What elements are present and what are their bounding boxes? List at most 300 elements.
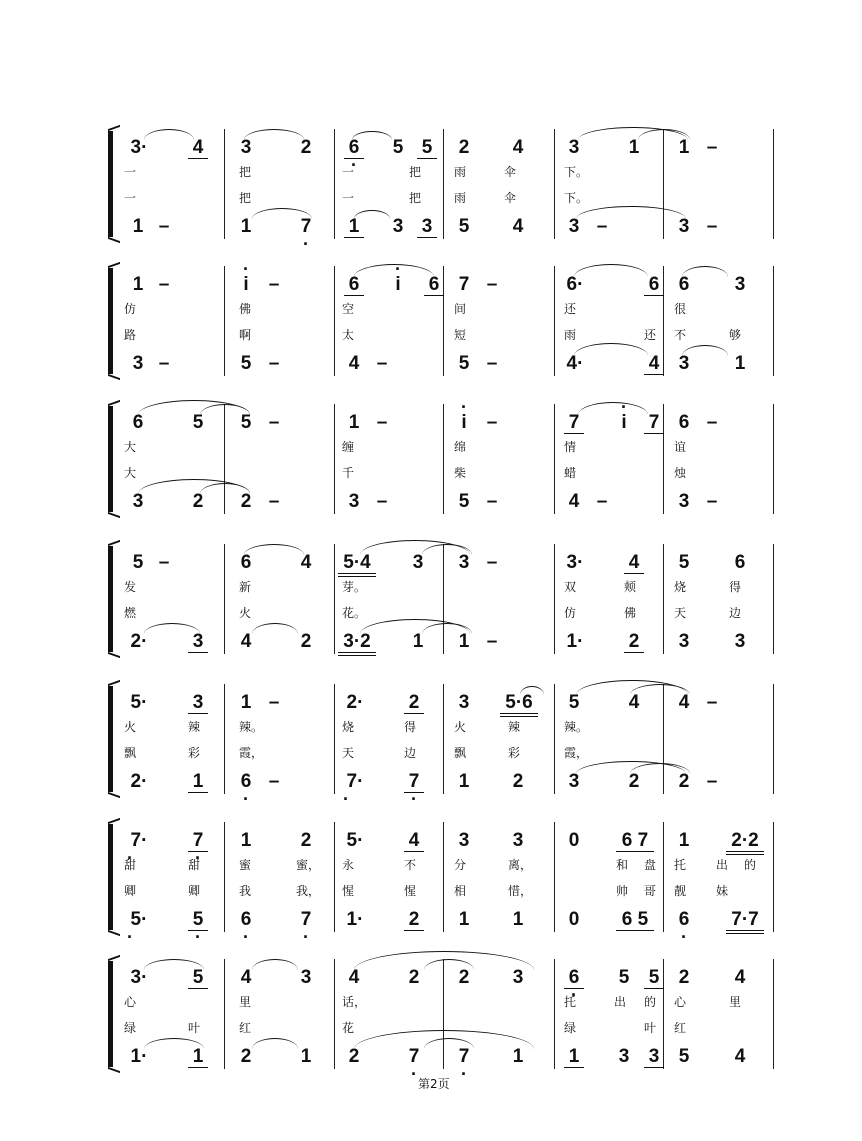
slur-arc bbox=[576, 206, 686, 219]
bottom-note: – bbox=[376, 353, 388, 374]
top-note: 3 bbox=[458, 692, 470, 713]
lyric-syllable: 把 bbox=[409, 165, 422, 179]
bottom-note: 7 · bbox=[296, 910, 316, 930]
top-note: 0 bbox=[568, 830, 580, 851]
top-note: 7 bbox=[458, 274, 470, 295]
barline bbox=[224, 822, 225, 932]
bottom-note: 6 5 bbox=[616, 910, 654, 931]
top-note: 3 bbox=[568, 137, 580, 158]
barline bbox=[554, 129, 555, 239]
barline bbox=[224, 959, 225, 1069]
top-note: 1 bbox=[678, 137, 690, 158]
top-note: – bbox=[706, 137, 718, 158]
lyric-syllable: 霞， bbox=[239, 746, 264, 760]
bottom-note: 2 bbox=[512, 771, 524, 792]
bottom-note: 7 · bbox=[404, 772, 424, 793]
top-note: 3 bbox=[512, 967, 524, 988]
lyric-syllable: 下。 bbox=[564, 191, 589, 205]
lyric-syllable: 雨 bbox=[454, 191, 467, 205]
top-note: 6 bbox=[344, 275, 364, 296]
slur-arc bbox=[520, 686, 544, 695]
lyric-syllable: 一 bbox=[342, 165, 355, 179]
bottom-note: 3 bbox=[132, 353, 144, 374]
lyric-syllable: 出 bbox=[716, 858, 729, 872]
lyric-syllable: 下。 bbox=[564, 165, 589, 179]
barline bbox=[554, 684, 555, 794]
lyric-syllable: 烧 bbox=[674, 580, 687, 594]
top-note: 5 bbox=[618, 967, 630, 988]
lyric-syllable: 不 bbox=[404, 858, 417, 872]
lyric-syllable: 飘 bbox=[124, 746, 137, 760]
lyric-syllable: 惺 bbox=[404, 884, 417, 898]
barline bbox=[443, 404, 444, 514]
system-bracket bbox=[108, 546, 113, 652]
lyric-syllable: 叶 bbox=[188, 1021, 201, 1035]
bottom-note: 3 bbox=[188, 632, 208, 653]
lyric-syllable: 彩 bbox=[508, 746, 521, 760]
top-note: 1 bbox=[678, 830, 690, 851]
lyric-syllable: 得 bbox=[404, 720, 417, 734]
slur-arc bbox=[252, 208, 312, 219]
lyric-syllable: 蜡 bbox=[564, 466, 577, 480]
bottom-note: 1 bbox=[188, 1047, 208, 1068]
bottom-note: – bbox=[596, 491, 608, 512]
lyric-syllable: 卿 bbox=[124, 884, 137, 898]
top-note: 4 bbox=[348, 967, 360, 988]
top-note: 6 bbox=[734, 552, 746, 573]
lyric-syllable: 惺 bbox=[342, 884, 355, 898]
slur-arc bbox=[352, 131, 392, 140]
top-note: 2 bbox=[300, 830, 312, 851]
lyric-syllable: 火 bbox=[124, 720, 137, 734]
bottom-note: 1 bbox=[132, 216, 144, 237]
slur-arc bbox=[682, 345, 728, 356]
bottom-note: 3 bbox=[678, 491, 690, 512]
lyric-syllable: 发 bbox=[124, 580, 137, 594]
top-note: – bbox=[486, 412, 498, 433]
lyric-syllable: 辣 bbox=[188, 720, 201, 734]
barline bbox=[443, 822, 444, 932]
barline bbox=[334, 544, 335, 654]
top-note: 4 bbox=[300, 552, 312, 573]
bottom-note: 2 bbox=[624, 632, 644, 653]
top-note: 2 bbox=[300, 137, 312, 158]
lyric-syllable: 一 bbox=[342, 191, 355, 205]
barline bbox=[224, 544, 225, 654]
lyric-syllable: 大 bbox=[124, 466, 137, 480]
bottom-note: – bbox=[158, 353, 170, 374]
bottom-note: 7 · bbox=[454, 1047, 474, 1067]
lyric-syllable: 把 bbox=[239, 165, 252, 179]
barline bbox=[663, 544, 664, 654]
barline bbox=[443, 959, 444, 1069]
bottom-note: 4 bbox=[644, 354, 664, 375]
top-note: 3· bbox=[130, 137, 148, 158]
barline bbox=[554, 959, 555, 1069]
lyric-syllable: 千 bbox=[342, 466, 355, 480]
top-note: 5· bbox=[346, 830, 364, 851]
top-note: 5 bbox=[417, 138, 437, 159]
top-note: 5· bbox=[130, 692, 148, 713]
lyric-syllable: 辣 bbox=[508, 720, 521, 734]
bottom-note: 7 · bbox=[404, 1047, 424, 1067]
top-note: 3· bbox=[130, 967, 148, 988]
slur-arc bbox=[682, 266, 728, 277]
score-system bbox=[104, 818, 784, 936]
lyric-syllable: 间 bbox=[454, 302, 467, 316]
top-note: 6 · bbox=[344, 138, 364, 159]
top-note: 7· · bbox=[120, 831, 158, 851]
lyric-syllable: 一 bbox=[124, 165, 137, 179]
top-note: – bbox=[486, 274, 498, 295]
bottom-note: 2 bbox=[628, 771, 640, 792]
slur-arc bbox=[252, 1038, 298, 1049]
bottom-note: 4 bbox=[568, 491, 580, 512]
bottom-note: 5 bbox=[240, 353, 252, 374]
bottom-note: 2 bbox=[348, 1046, 360, 1067]
lyric-syllable: 帅 bbox=[616, 884, 629, 898]
barline bbox=[554, 544, 555, 654]
bottom-note: – bbox=[706, 216, 718, 237]
bottom-note: 2 bbox=[192, 491, 204, 512]
bottom-note: – bbox=[268, 491, 280, 512]
lyric-syllable: 柴 bbox=[454, 466, 467, 480]
bottom-note: 1 bbox=[512, 1046, 524, 1067]
bottom-note: 1· bbox=[346, 909, 364, 930]
slur-arc bbox=[144, 959, 204, 970]
bottom-note: 1 bbox=[512, 909, 524, 930]
lyric-syllable: 花。 bbox=[342, 606, 367, 620]
top-note: 5 bbox=[240, 412, 252, 433]
top-note: – bbox=[706, 692, 718, 713]
lyric-syllable: 啊 bbox=[239, 328, 252, 342]
barline bbox=[554, 404, 555, 514]
bottom-note: 0 bbox=[568, 909, 580, 930]
lyric-syllable: 不 bbox=[674, 328, 687, 342]
top-note: 4 bbox=[734, 967, 746, 988]
lyric-syllable: 颊 bbox=[624, 580, 637, 594]
top-note: 6 bbox=[240, 552, 252, 573]
lyric-syllable: 绵 bbox=[454, 440, 467, 454]
lyric-syllable: 红 bbox=[239, 1021, 252, 1035]
top-note: 4 bbox=[624, 553, 644, 574]
system-bracket bbox=[108, 961, 113, 1067]
barline bbox=[334, 266, 335, 376]
score-system bbox=[104, 955, 784, 1073]
system-bracket bbox=[108, 131, 113, 237]
bottom-note: 2 bbox=[404, 910, 424, 931]
bottom-note: 1 bbox=[344, 217, 364, 238]
lyric-syllable: 里 bbox=[729, 995, 742, 1009]
top-note: 2· bbox=[346, 692, 364, 713]
bottom-note: 1 bbox=[188, 772, 208, 793]
bottom-note: – bbox=[376, 491, 388, 512]
lyric-syllable: 情 bbox=[564, 440, 577, 454]
bottom-note: 1 bbox=[240, 216, 252, 237]
top-note: 3 bbox=[240, 137, 252, 158]
bottom-note: 5 bbox=[458, 491, 470, 512]
bottom-note: 1· bbox=[566, 631, 584, 652]
barline bbox=[773, 129, 774, 239]
slur-arc bbox=[354, 210, 390, 219]
score-system bbox=[104, 680, 784, 798]
bottom-note: 3·2 bbox=[338, 632, 376, 656]
bottom-note: 6 · bbox=[674, 910, 694, 930]
bottom-note: – bbox=[596, 216, 608, 237]
top-note: – bbox=[158, 552, 170, 573]
top-note: 3· bbox=[566, 552, 584, 573]
lyric-syllable: 谊 bbox=[674, 440, 687, 454]
bottom-note: 2 bbox=[240, 1046, 252, 1067]
lyric-syllable: 烧 bbox=[342, 720, 355, 734]
lyric-syllable: 心 bbox=[674, 995, 687, 1009]
barline bbox=[224, 266, 225, 376]
top-note: – bbox=[268, 412, 280, 433]
lyric-syllable: 里 bbox=[239, 995, 252, 1009]
bottom-note: 1· bbox=[130, 1046, 148, 1067]
bottom-note: – bbox=[706, 771, 718, 792]
top-note: 7 · bbox=[188, 831, 208, 852]
score-system bbox=[104, 125, 784, 243]
slur-arc bbox=[144, 623, 200, 634]
lyric-syllable: 哥 bbox=[644, 884, 657, 898]
slur-arc bbox=[574, 264, 648, 277]
lyric-syllable: 还 bbox=[644, 328, 657, 342]
top-note: 6· bbox=[566, 274, 584, 295]
lyric-syllable: 天 bbox=[342, 746, 355, 760]
barline bbox=[663, 822, 664, 932]
top-note: – bbox=[486, 552, 498, 573]
barline bbox=[773, 544, 774, 654]
lyric-syllable: 托 bbox=[564, 995, 577, 1009]
lyric-syllable: 和 bbox=[616, 858, 629, 872]
slur-arc bbox=[578, 402, 648, 415]
lyric-syllable: 燃 bbox=[124, 606, 137, 620]
barline bbox=[773, 266, 774, 376]
barline bbox=[443, 544, 444, 654]
bottom-note: 5 bbox=[458, 353, 470, 374]
bottom-note: 2 bbox=[240, 491, 252, 512]
top-note: 4 bbox=[512, 137, 524, 158]
lyric-syllable: 双 bbox=[564, 580, 577, 594]
lyric-syllable: 相 bbox=[454, 884, 467, 898]
slur-arc bbox=[252, 959, 298, 970]
bottom-note: 4 bbox=[240, 631, 252, 652]
barline bbox=[554, 266, 555, 376]
top-note: 6 bbox=[132, 412, 144, 433]
top-note: 2 bbox=[458, 967, 470, 988]
slur-arc bbox=[244, 129, 304, 140]
barline bbox=[224, 129, 225, 239]
barline bbox=[554, 822, 555, 932]
lyric-syllable: 很 bbox=[674, 302, 687, 316]
lyric-syllable: 盘 bbox=[644, 858, 657, 872]
lyric-syllable: 惜， bbox=[508, 884, 533, 898]
bottom-note: 6 · bbox=[236, 772, 256, 792]
slur-arc bbox=[252, 623, 298, 634]
bottom-note: 3 bbox=[644, 1047, 664, 1068]
top-note: 1 bbox=[240, 692, 252, 713]
top-note: 5 bbox=[644, 968, 664, 989]
bottom-note: – bbox=[486, 631, 498, 652]
bottom-note: – bbox=[486, 353, 498, 374]
barline bbox=[334, 822, 335, 932]
lyric-syllable: 太 bbox=[342, 328, 355, 342]
top-note: 3 bbox=[734, 274, 746, 295]
bottom-note: 7·7 bbox=[726, 910, 764, 934]
lyric-syllable: 把 bbox=[409, 191, 422, 205]
top-note: 5 bbox=[132, 552, 144, 573]
top-note: · i bbox=[388, 275, 408, 295]
barline bbox=[663, 129, 664, 239]
lyric-syllable: 叶 bbox=[644, 1021, 657, 1035]
bottom-note: 5· · bbox=[120, 910, 158, 930]
top-note: 6 · bbox=[564, 968, 584, 989]
bottom-note: – bbox=[706, 491, 718, 512]
lyric-syllable: 大 bbox=[124, 440, 137, 454]
top-note: 5·4 bbox=[338, 553, 376, 577]
top-note: 3 bbox=[458, 830, 470, 851]
lyric-syllable: 得 bbox=[729, 580, 742, 594]
top-note: 3 bbox=[300, 967, 312, 988]
top-note: 6 bbox=[678, 412, 690, 433]
lyric-syllable: 妹 bbox=[716, 884, 729, 898]
barline bbox=[773, 959, 774, 1069]
top-note: 7 bbox=[644, 413, 664, 434]
lyric-syllable: 芽。 bbox=[342, 580, 367, 594]
bottom-note: 5 bbox=[458, 216, 470, 237]
top-note: · i bbox=[614, 413, 634, 433]
lyric-syllable: 佛 bbox=[624, 606, 637, 620]
lyric-syllable: 伞 bbox=[504, 191, 517, 205]
bottom-note: 1 bbox=[458, 771, 470, 792]
lyric-syllable: 烛 bbox=[674, 466, 687, 480]
barline bbox=[334, 684, 335, 794]
top-note: 7 bbox=[564, 413, 584, 434]
top-note: 6 bbox=[424, 275, 444, 296]
lyric-syllable: 新 bbox=[239, 580, 252, 594]
top-note: 5 bbox=[678, 552, 690, 573]
bottom-note: 4 bbox=[348, 353, 360, 374]
system-bracket bbox=[108, 686, 113, 792]
top-note: 3 bbox=[458, 552, 470, 573]
score-system bbox=[104, 262, 784, 380]
lyric-syllable: 一 bbox=[124, 191, 137, 205]
bottom-note: 1 bbox=[300, 1046, 312, 1067]
lyric-syllable: 我， bbox=[296, 884, 321, 898]
barline bbox=[663, 684, 664, 794]
top-note: – bbox=[376, 412, 388, 433]
lyric-syllable: 绿 bbox=[564, 1021, 577, 1035]
top-note: 2 bbox=[678, 967, 690, 988]
lyric-syllable: 把 bbox=[239, 191, 252, 205]
bottom-note: 7 · bbox=[296, 217, 316, 237]
top-note: 1 bbox=[348, 412, 360, 433]
system-bracket bbox=[108, 406, 113, 512]
top-note: 6 bbox=[678, 274, 690, 295]
lyric-syllable: 雨 bbox=[564, 328, 577, 342]
top-note: – bbox=[268, 274, 280, 295]
lyric-syllable: 飘 bbox=[454, 746, 467, 760]
top-note: 4 bbox=[240, 967, 252, 988]
lyric-syllable: 伞 bbox=[504, 165, 517, 179]
bottom-note: 4 bbox=[734, 1046, 746, 1067]
top-note: 2 bbox=[404, 693, 424, 714]
lyric-syllable: 分 bbox=[454, 858, 467, 872]
bottom-note: 2· bbox=[130, 631, 148, 652]
bottom-note: 2 bbox=[300, 631, 312, 652]
bottom-note: 3 bbox=[678, 353, 690, 374]
lyric-syllable: 托 bbox=[674, 858, 687, 872]
top-note: – bbox=[158, 274, 170, 295]
bottom-note: 3 bbox=[417, 217, 437, 238]
top-note: 4 bbox=[404, 831, 424, 852]
bottom-note: 4 bbox=[512, 216, 524, 237]
top-note: 4 bbox=[678, 692, 690, 713]
top-note: 5 bbox=[392, 137, 404, 158]
score-system bbox=[104, 400, 784, 518]
lyric-syllable: 甜 bbox=[124, 858, 137, 872]
lyric-syllable: 缠 bbox=[342, 440, 355, 454]
lyric-syllable: 的 bbox=[644, 995, 657, 1009]
barline bbox=[224, 684, 225, 794]
bottom-note: 4· bbox=[566, 353, 584, 374]
top-note: 4 bbox=[628, 692, 640, 713]
bottom-note: 2 bbox=[678, 771, 690, 792]
lyric-syllable: 火 bbox=[239, 606, 252, 620]
top-note: 5 bbox=[192, 412, 204, 433]
top-note: 4 bbox=[188, 138, 208, 159]
system-bracket bbox=[108, 268, 113, 374]
bottom-note: 3 bbox=[392, 216, 404, 237]
score-system bbox=[104, 540, 784, 658]
top-note: 3 bbox=[412, 552, 424, 573]
lyric-syllable: 永 bbox=[342, 858, 355, 872]
lyric-syllable: 霞， bbox=[564, 746, 589, 760]
lyric-syllable: 火 bbox=[454, 720, 467, 734]
bottom-note: – bbox=[158, 216, 170, 237]
bottom-note: 1 bbox=[458, 909, 470, 930]
lyric-syllable: 我 bbox=[239, 884, 252, 898]
top-note: 2 bbox=[458, 137, 470, 158]
lyric-syllable: 蜜 bbox=[239, 858, 252, 872]
lyric-syllable: 彩 bbox=[188, 746, 201, 760]
lyric-syllable: 辣。 bbox=[239, 720, 264, 734]
barline bbox=[334, 959, 335, 1069]
lyric-syllable: 路 bbox=[124, 328, 137, 342]
lyric-syllable: 仿 bbox=[564, 606, 577, 620]
barline bbox=[443, 684, 444, 794]
lyric-syllable: 雨 bbox=[454, 165, 467, 179]
top-note: – bbox=[268, 692, 280, 713]
top-note: 6 7 bbox=[616, 831, 654, 852]
barline bbox=[773, 684, 774, 794]
top-note: 1 bbox=[628, 137, 640, 158]
bottom-note: 5 · bbox=[188, 910, 208, 931]
slur-arc bbox=[354, 264, 434, 277]
barline bbox=[443, 129, 444, 239]
barline bbox=[334, 404, 335, 514]
lyric-syllable: 还 bbox=[564, 302, 577, 316]
top-note: 1 bbox=[240, 830, 252, 851]
lyric-syllable: 话， bbox=[342, 995, 367, 1009]
top-note: 5 bbox=[188, 968, 208, 989]
top-note: 1 bbox=[132, 274, 144, 295]
bottom-note: 3 bbox=[348, 491, 360, 512]
lyric-syllable: 够 bbox=[729, 328, 742, 342]
bottom-note: 7· · bbox=[336, 772, 374, 792]
lyric-syllable: 的 bbox=[744, 858, 757, 872]
